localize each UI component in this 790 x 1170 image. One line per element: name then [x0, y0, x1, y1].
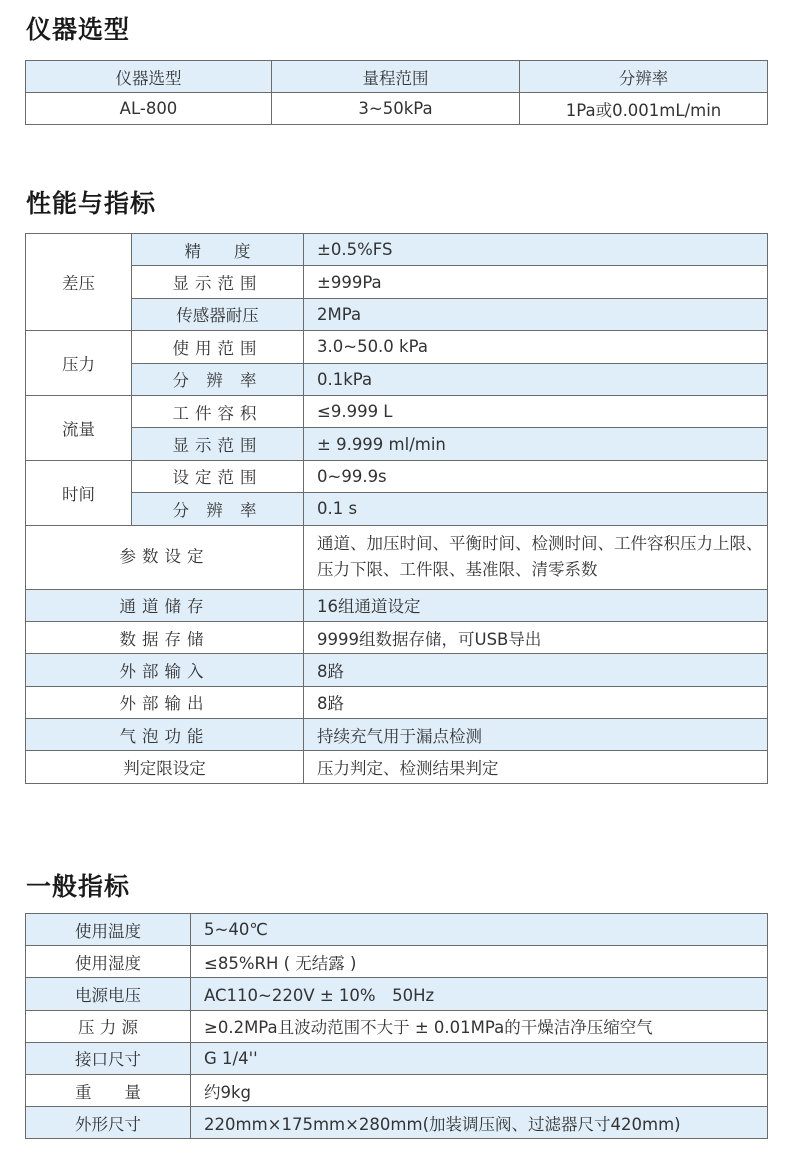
category-pressure: 压力 [26, 331, 132, 396]
category-time: 时间 [26, 460, 132, 525]
table-row [26, 751, 768, 783]
row-value: 0.1 s [304, 493, 768, 525]
row-value: 持续充气用于漏点检测 [304, 719, 768, 751]
row-value: 通道、加压时间、平衡时间、检测时间、工件容积压力上限、压力下限、工件限、基准限、清零系数 [304, 525, 768, 589]
row-value: 220mm×175mm×280mm(加装调压阀、过滤器尺寸420mm) [191, 1107, 768, 1139]
row-value: 3.0~50.0 kPa [304, 331, 768, 363]
row-label: 传感器耐压 [132, 298, 304, 330]
table-row [26, 493, 768, 525]
row-label: 外部输出 [26, 686, 304, 718]
row-label: 精 度 [132, 234, 304, 266]
row-value: ≥0.2MPa且波动范围不大于 ± 0.01MPa的干燥洁净压缩空气 [191, 1010, 768, 1042]
table-row [26, 428, 768, 460]
table-row [26, 719, 768, 751]
category-flow: 流量 [26, 395, 132, 460]
table-row [26, 525, 768, 589]
table-row [26, 1074, 768, 1106]
row-label: 判定限设定 [26, 751, 304, 783]
model-value: AL-800 [26, 93, 272, 125]
table-row [26, 460, 768, 492]
table-row [26, 363, 768, 395]
row-value: 2MPa [304, 298, 768, 330]
table-row [26, 266, 768, 298]
row-label: 分 辨 率 [132, 363, 304, 395]
row-value: ≤9.999 L [304, 395, 768, 427]
header-range: 量程范围 [272, 61, 520, 93]
row-label: 工件容积 [132, 395, 304, 427]
resolution-value: 1Pa或0.001mL/min [520, 93, 768, 125]
row-value: 约9kg [191, 1074, 768, 1106]
row-value: 压力判定、检测结果判定 [304, 751, 768, 783]
row-label: 重 量 [26, 1074, 191, 1106]
row-label: 设定范围 [132, 460, 304, 492]
table-row [26, 331, 768, 363]
selection-table [25, 60, 768, 125]
category-diff-pressure: 差压 [26, 234, 132, 331]
selection-title: 仪器选型 [26, 15, 131, 44]
row-value: ±0.5%FS [304, 234, 768, 266]
table-row [26, 946, 768, 978]
row-label: 使用范围 [132, 331, 304, 363]
row-value: 8路 [304, 654, 768, 686]
table-row [26, 1107, 768, 1139]
row-value: 9999组数据存储，可USB导出 [304, 621, 768, 653]
performance-title: 性能与指标 [26, 189, 157, 218]
general-title: 一般指标 [26, 872, 131, 901]
selection-data-row [26, 93, 768, 125]
row-label: 通道储存 [26, 589, 304, 621]
row-label: 使用温度 [26, 914, 191, 946]
range-value: 3~50kPa [272, 93, 520, 125]
row-label: 分 辨 率 [132, 493, 304, 525]
table-row [26, 914, 768, 946]
row-label: 显示范围 [132, 428, 304, 460]
row-label: 参数设定 [26, 525, 304, 589]
row-label: 接口尺寸 [26, 1042, 191, 1074]
header-resolution: 分辨率 [520, 61, 768, 93]
header-model: 仪器选型 [26, 61, 272, 93]
row-label: 压 力 源 [26, 1010, 191, 1042]
row-label: 电源电压 [26, 978, 191, 1010]
row-label: 外部输入 [26, 654, 304, 686]
row-value: G 1/4'' [191, 1042, 768, 1074]
table-row [26, 234, 768, 266]
table-row [26, 298, 768, 330]
row-value: 5~40℃ [191, 914, 768, 946]
table-row [26, 1042, 768, 1074]
row-value: 0~99.9s [304, 460, 768, 492]
table-row [26, 621, 768, 653]
general-table [25, 913, 768, 1139]
row-label: 显示范围 [132, 266, 304, 298]
row-value: 8路 [304, 686, 768, 718]
row-label: 数据存储 [26, 621, 304, 653]
row-label: 外形尺寸 [26, 1107, 191, 1139]
row-label: 使用湿度 [26, 946, 191, 978]
table-row [26, 654, 768, 686]
row-value: AC110~220V ± 10% 50Hz [191, 978, 768, 1010]
table-row [26, 395, 768, 427]
table-row [26, 1010, 768, 1042]
table-row [26, 978, 768, 1010]
selection-header-row [26, 61, 768, 93]
table-row [26, 686, 768, 718]
row-value: ≤85%RH ( 无结露 ) [191, 946, 768, 978]
row-value: ± 9.999 ml/min [304, 428, 768, 460]
row-value: 0.1kPa [304, 363, 768, 395]
table-row [26, 589, 768, 621]
row-label: 气泡功能 [26, 719, 304, 751]
row-value: 16组通道设定 [304, 589, 768, 621]
row-value: ±999Pa [304, 266, 768, 298]
performance-table [25, 233, 768, 784]
